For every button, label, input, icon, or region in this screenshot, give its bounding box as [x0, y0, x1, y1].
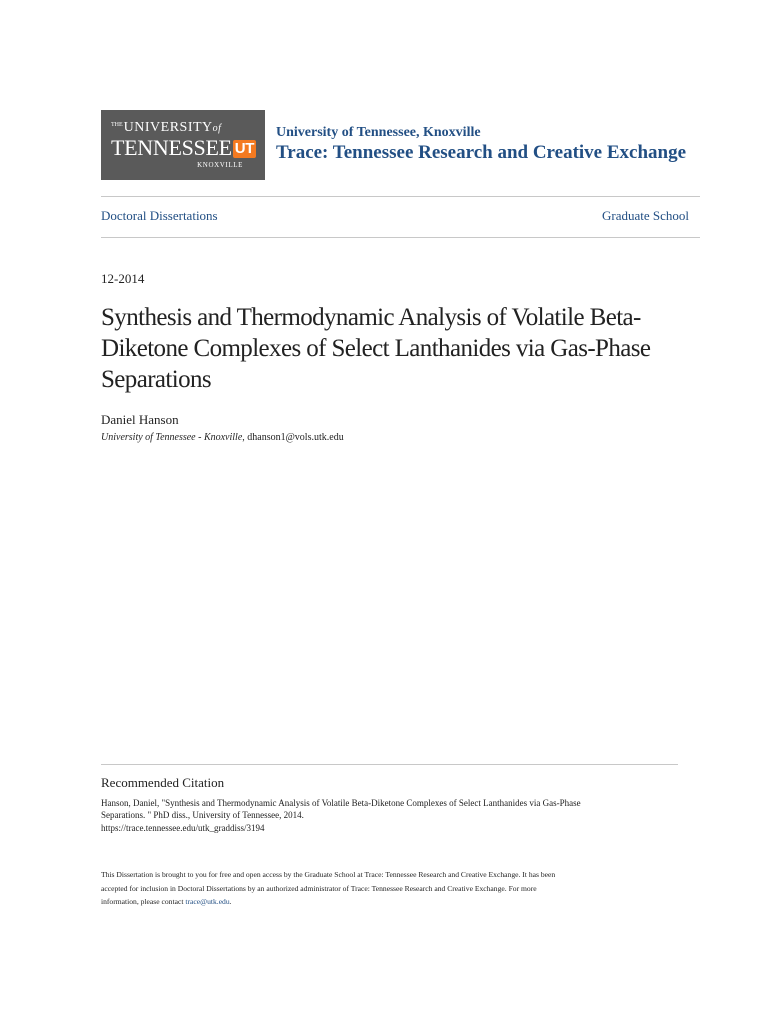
logo-line-university	[111, 120, 221, 136]
citation-line: Hanson, Daniel, "Synthesis and Thermodynamic Analysis of Volatile Beta-Diketone Complexes of Select Lanthanides via Gas-Phase	[101, 798, 581, 808]
citation-url[interactable]: https://trace.tennessee.edu/utk_graddiss/3194	[101, 822, 265, 833]
department-link[interactable]: Graduate School	[601, 208, 689, 223]
logo-university: UNIVERSITY	[123, 120, 213, 135]
logo-line-tennessee	[111, 137, 256, 159]
access-notice	[101, 868, 696, 909]
logo-of: of	[212, 123, 222, 134]
notice-line: This Dissertation is brought to you for free and open access by the Graduate School at Trace: Tennessee Research and Creative Exchange. It has been	[101, 870, 556, 879]
author-name: Daniel Hanson	[101, 412, 179, 427]
university-logo	[101, 110, 265, 180]
repository-link[interactable]: Trace: Tennessee Research and Creative Exchange	[276, 142, 687, 163]
notice-contact-prefix: information, please contact	[101, 897, 186, 906]
citation-line: Separations. " PhD diss., University of Tennessee, 2014.	[101, 810, 304, 821]
affiliation-org: University of Tennessee - Knoxville	[101, 432, 243, 443]
notice-contact-suffix: .	[229, 897, 232, 906]
institution-link[interactable]: University of Tennessee, Knoxville	[276, 125, 481, 140]
logo-tennessee: TENNESSEE	[111, 135, 232, 160]
ut-badge-icon: UT	[234, 140, 255, 157]
logo-knoxville: KNOXVILLE	[197, 161, 243, 169]
notice-line	[101, 895, 696, 909]
divider-top	[101, 196, 700, 197]
publication-date: 12-2014	[101, 271, 145, 286]
collection-link[interactable]: Doctoral Dissertations	[101, 208, 218, 223]
divider-bottom	[101, 237, 700, 238]
author-email: , dhanson1@vols.utk.edu	[242, 432, 344, 443]
contact-email-link[interactable]: trace@utk.edu	[185, 897, 230, 906]
citation-divider	[101, 764, 678, 765]
citation-text	[101, 797, 691, 834]
author-affiliation	[101, 430, 344, 445]
notice-line: accepted for inclusion in Doctoral Dissertations by an authorized administrator of Trace: Tennessee Research and Creative Exchange. For more	[101, 883, 537, 893]
logo-the: THE	[111, 122, 123, 128]
repository-header	[276, 124, 696, 163]
citation-heading: Recommended Citation	[101, 775, 225, 790]
document-title: Synthesis and Thermodynamic Analysis of Volatile Beta-Diketone Complexes of Select Lanthanides via Gas-Phase Separations	[101, 304, 651, 393]
